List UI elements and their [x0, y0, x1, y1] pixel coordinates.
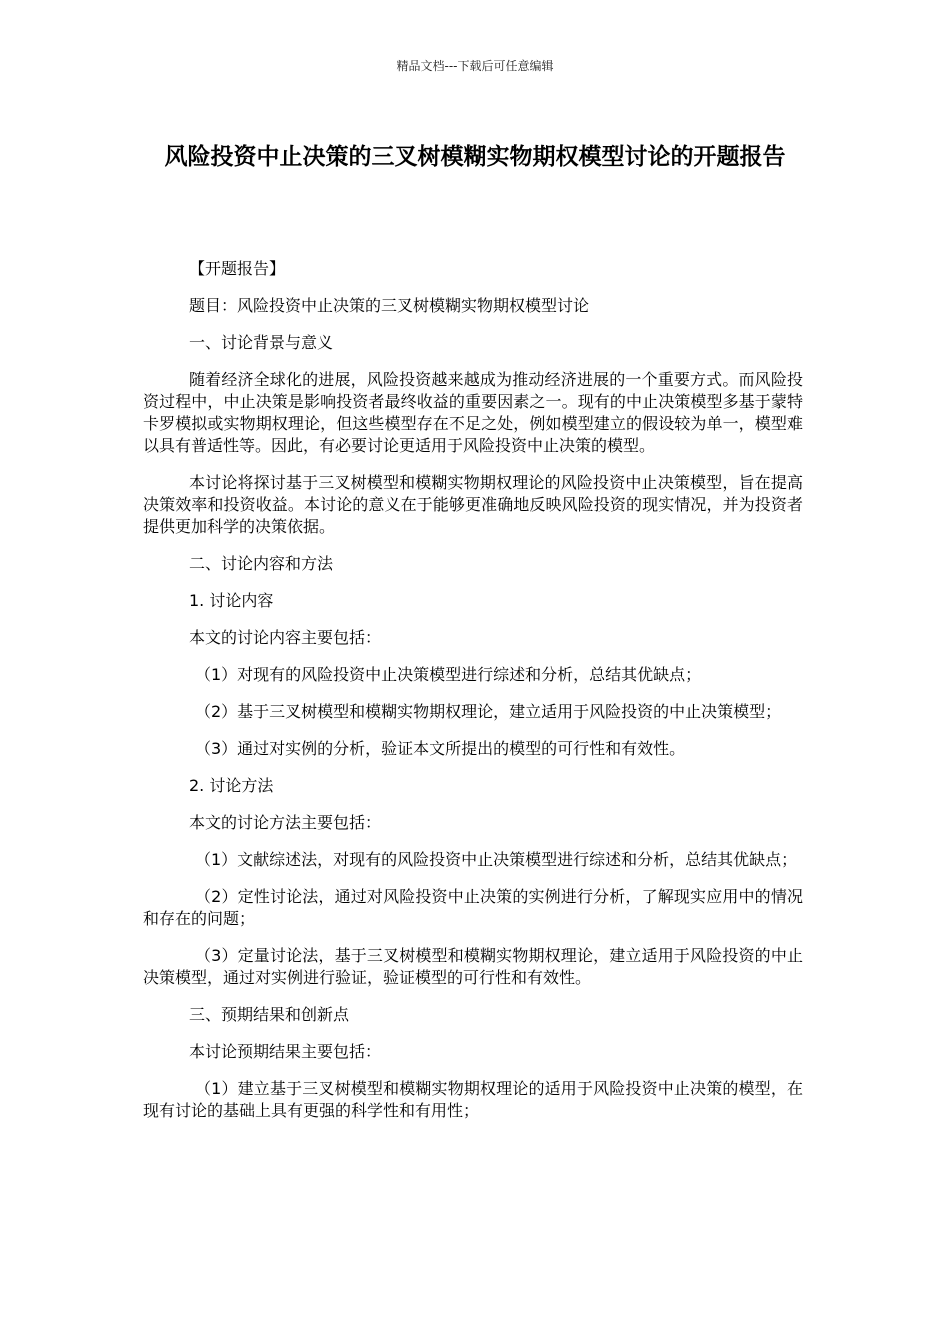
document-body: [143, 258, 803, 1137]
list-item: （2）基于三叉树模型和模糊实物期权理论，建立适用于风险投资的中止决策模型；: [195, 702, 782, 721]
heading-background: 一、讨论背景与意义: [189, 333, 334, 352]
paragraph-background: 随着经济全球化的进展，风险投资越来越成为推动经济进展的一个重要方式。而风险投资过程中，中止决策是影响投资者最终收益的重要因素之一。现有的中止决策模型多基于蒙特卡罗模拟或实物期权理论，但这些模型存在不足之处，例如模型建立的假设较为单一，模型难以具有普适性等。因此，有必要讨论更适用于风险投资中止决策的模型。: [143, 370, 803, 455]
list-item: （2）定性讨论法，通过对风险投资中止决策的实例进行分析，了解现实应用中的情况和存在的问题；: [143, 887, 803, 928]
document-title: 风险投资中止决策的三叉树模糊实物期权模型讨论的开题报告: [164, 144, 786, 170]
paragraph-content-intro: 本文的讨论内容主要包括：: [189, 628, 382, 647]
paragraph-results-intro: 本讨论预期结果主要包括：: [189, 1042, 382, 1061]
list-item: （1）对现有的风险投资中止决策模型进行综述和分析，总结其优缺点；: [195, 665, 702, 684]
subheading-methods: 2. 讨论方法: [189, 776, 274, 795]
list-item: （3）定量讨论法，基于三叉树模型和模糊实物期权理论，建立适用于风险投资的中止决策模型，通过对实例进行验证，验证模型的可行性和有效性。: [143, 946, 803, 987]
header-note: 精品文档---下载后可任意编辑: [396, 59, 554, 73]
list-item: （3）通过对实例的分析，验证本文所提出的模型的可行性和有效性。: [195, 739, 686, 758]
paragraph-section-label: 【开题报告】: [189, 259, 286, 278]
list-item: （1）建立基于三叉树模型和模糊实物期权理论的适用于风险投资中止决策的模型，在现有讨论的基础上具有更强的科学性和有用性；: [143, 1079, 803, 1120]
paragraph-methods-intro: 本文的讨论方法主要包括：: [189, 813, 382, 832]
heading-expected-results: 三、预期结果和创新点: [189, 1005, 350, 1024]
list-item: （1）文献综述法，对现有的风险投资中止决策模型进行综述和分析，总结其优缺点；: [195, 850, 798, 869]
paragraph-topic: 题目：风险投资中止决策的三叉树模糊实物期权模型讨论: [189, 296, 590, 315]
paragraph-significance: 本讨论将探讨基于三叉树模型和模糊实物期权理论的风险投资中止决策模型，旨在提高决策效率和投资收益。本讨论的意义在于能够更准确地反映风险投资的现实情况，并为投资者提供更加科学的决策依据。: [143, 473, 803, 536]
subheading-content: 1. 讨论内容: [189, 591, 274, 610]
heading-content-methods: 二、讨论内容和方法: [189, 554, 334, 573]
